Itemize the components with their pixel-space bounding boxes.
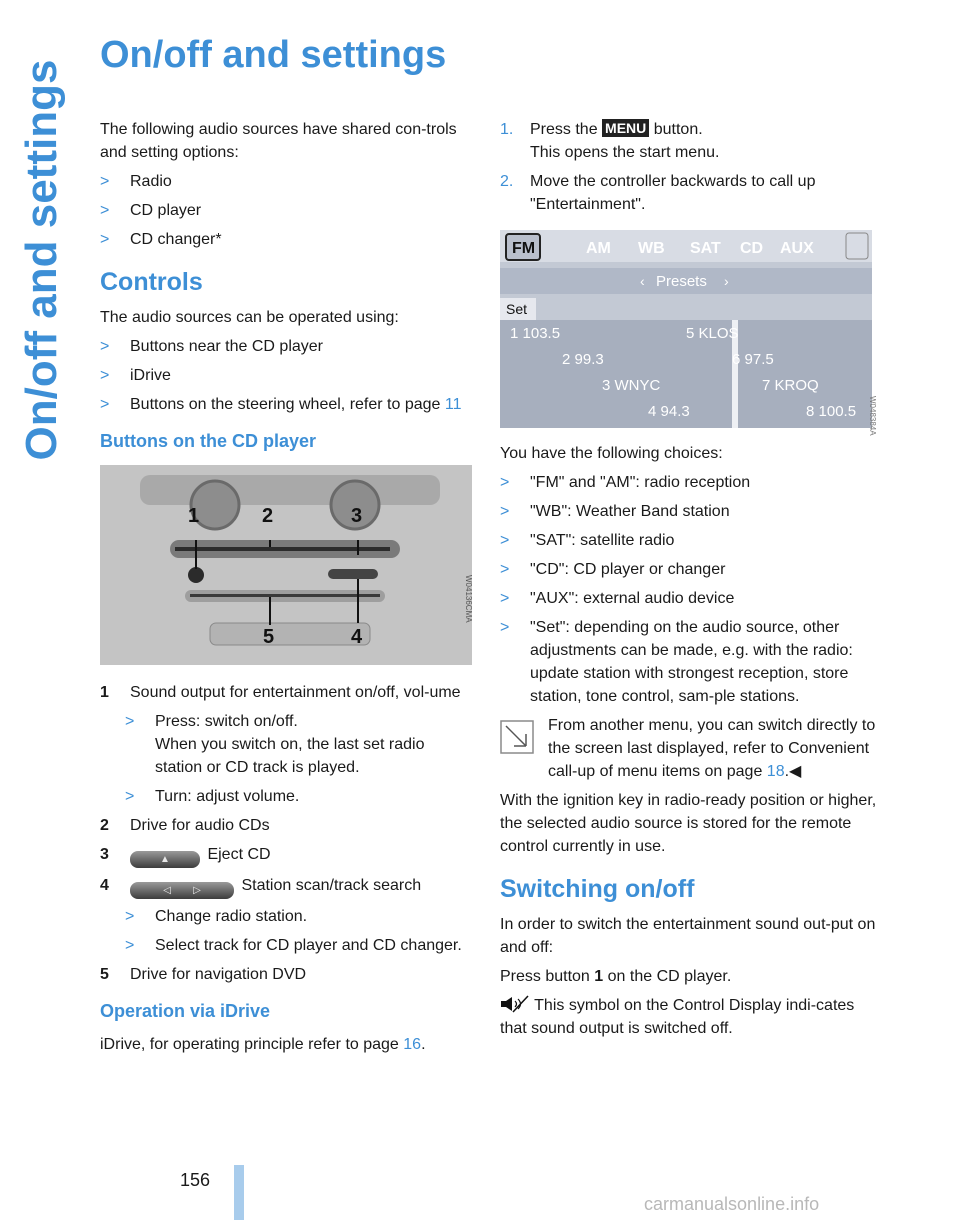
svg-text:AUX: AUX — [780, 240, 814, 257]
menu-key-icon: MENU — [602, 119, 649, 137]
list-item: > Buttons near the CD player — [100, 338, 323, 355]
list-item: > Buttons on the steering wheel, refer to page 11 — [100, 396, 462, 413]
side-tab — [0, 30, 66, 470]
eject-button-icon: ▲ — [130, 851, 200, 868]
svg-text:2 99.3: 2 99.3 — [562, 351, 604, 368]
callout-5: 5 — [263, 626, 275, 648]
svg-text:5 KLOS: 5 KLOS — [686, 325, 739, 342]
list-item: 1 Sound output for entertainment on/off, vol-ume — [100, 684, 461, 701]
footer-watermark: carmanualsonline.info — [644, 1194, 820, 1214]
image-code: W04136CMA — [464, 575, 473, 623]
side-tab-label: On/off and settings — [17, 59, 66, 461]
svg-text:CD: CD — [740, 240, 764, 257]
svg-text:Set: Set — [506, 301, 528, 317]
svg-text:WB: WB — [638, 240, 665, 257]
callout-3: 3 — [351, 505, 363, 527]
list-item: > "SAT": satellite radio — [500, 532, 675, 549]
page-number: 156 — [180, 1170, 211, 1190]
list-item: > Change radio station. — [125, 908, 308, 925]
symbol-text: This symbol on the Control Display indi-cates that sound output is switched off. — [500, 997, 855, 1037]
list-item: > Turn: adjust volume. — [125, 788, 300, 805]
note-block: From another menu, you can switch directly to the screen last displayed, refer to Convenient call-up of menu items on page 18.◀ — [500, 714, 880, 783]
svg-text:‹: ‹ — [640, 273, 645, 289]
sound-off-icon — [500, 995, 530, 1013]
svg-text:›: › — [724, 273, 729, 289]
list-item: > Press: switch on/off. When you switch on, the last set radio station or CD track is played. — [125, 713, 425, 776]
note-icon — [500, 720, 534, 754]
svg-text:1 103.5: 1 103.5 — [510, 325, 561, 342]
step-item: 1. Press the MENU button. This opens the start menu. — [500, 120, 720, 161]
image-code: W048384A — [868, 396, 877, 436]
callout-4: 4 — [351, 626, 363, 648]
idrive-text: iDrive, for operating principle refer to page 16. — [100, 1036, 426, 1053]
right-column — [500, 118, 880, 1046]
controls-heading: Controls — [100, 268, 203, 296]
page-bar — [234, 1165, 244, 1220]
cd-player-image — [100, 465, 472, 665]
scan-button-icon: ◁ ▷ — [130, 882, 234, 899]
left-column — [100, 118, 475, 1062]
list-item: > CD changer* — [100, 231, 222, 248]
list-item: > iDrive — [100, 367, 171, 384]
svg-text:AM: AM — [586, 240, 611, 257]
page-link[interactable]: 16 — [403, 1036, 422, 1053]
svg-text:SAT: SAT — [690, 240, 721, 257]
svg-text:3 WNYC: 3 WNYC — [602, 377, 661, 394]
ignition-text: With the ignition key in radio-ready position or higher, the selected audio source is stored for the remote control currently in use. — [500, 792, 877, 855]
switching-heading: Switching on/off — [500, 875, 695, 903]
list-item: 4 ◁ ▷ Station scan/track search — [100, 874, 475, 899]
press-text: Press button 1 on the CD player. — [500, 968, 732, 985]
list-item: 3 ▲ Eject CD — [100, 843, 475, 868]
buttons-cd-heading: Buttons on the CD player — [100, 431, 317, 451]
step-item: 2. Move the controller backwards to call up "Entertainment". — [500, 173, 816, 213]
note-text: From another menu, you can switch directly to the screen last displayed, refer to Convenient call-up of menu items on page — [548, 717, 876, 780]
list-item: > "AUX": external audio device — [500, 590, 735, 607]
list-item: > "WB": Weather Band station — [500, 503, 730, 520]
choices-text: You have the following choices: — [500, 445, 723, 462]
idrive-heading: Operation via iDrive — [100, 1001, 271, 1021]
switching-text: In order to switch the entertainment sound out-put on and off: — [500, 916, 876, 956]
svg-text:FM: FM — [512, 240, 536, 257]
list-item: > "CD": CD player or changer — [500, 561, 726, 578]
callout-2: 2 — [262, 505, 274, 527]
list-item: > "FM" and "AM": radio reception — [500, 474, 751, 491]
svg-text:7 KROQ: 7 KROQ — [762, 377, 819, 394]
list-item: > "Set": depending on the audio source, other adjustments can be made, e.g. with the radio: update station with strongest reception, store station, tone control, sam-ple stations. — [500, 619, 853, 705]
callout-1: 1 — [188, 505, 200, 527]
cd-player-illustration — [100, 465, 472, 665]
list-item: 5 Drive for navigation DVD — [100, 966, 307, 983]
list-item: > CD player — [100, 202, 202, 219]
list-item: > Select track for CD player and CD changer. — [125, 937, 462, 954]
svg-text:6 97.5: 6 97.5 — [732, 351, 774, 368]
list-item: > Radio — [100, 173, 172, 190]
page-link[interactable]: 11 — [444, 396, 462, 413]
svg-text:Presets: Presets — [656, 273, 707, 290]
page-link[interactable]: 18 — [766, 763, 785, 780]
controls-text: The audio sources can be operated using: — [100, 309, 399, 326]
page-title: On/off and settings — [100, 34, 447, 76]
svg-text:4 94.3: 4 94.3 — [648, 403, 690, 420]
intro-text: The following audio sources have shared con-trols and setting options: — [100, 121, 457, 161]
list-item: 2 Drive for audio CDs — [100, 817, 270, 834]
entertainment-screen — [500, 230, 872, 428]
screen-illustration — [500, 230, 872, 428]
svg-text:8 100.5: 8 100.5 — [806, 403, 857, 420]
